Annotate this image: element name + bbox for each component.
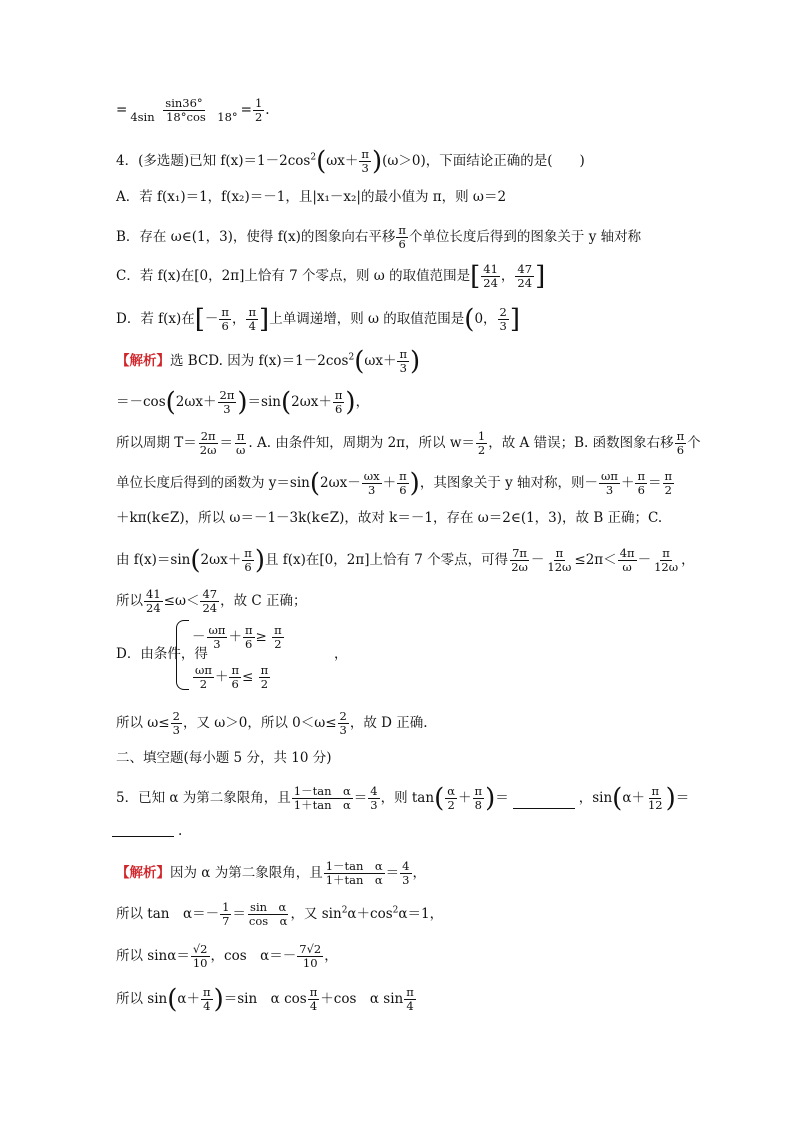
question-4-stem: 4．(多选题)已知 $f(x)=1-2\cos^2(\omega x+$ $\frac{\pi}{3}$ )(ω＞0)，下面结论正确的是( ) bbox=[116, 146, 585, 177]
option-c: C．若 f(x)在[0，2π]上恰有 7 个零点，则 ω 的取值范围是[ $\frac{41}{24}$ ， $\frac{47}{24}$ ] bbox=[116, 261, 546, 292]
analysis-b-line-2: 所以 tan α＝－ $\frac{1}{7}$ ＝ $\frac{\text{sin α}}{\text{cos α}}$ ，又 $\sin^2\alpha+\cos^2\alpha=1$， bbox=[116, 900, 444, 928]
analysis-line-5: ＋kπ(k∈Z)，所以 ω＝－1－3k(k∈Z)，故对 k＝－1，存在 ω＝2∈(1，3)，故 B 正确；C. bbox=[116, 510, 663, 526]
fraction: $\frac{\sin 36^\circ}{4\sin 18^\circ\cos 18^\circ}$ bbox=[130, 96, 238, 124]
analysis-line-8-label: D．由条件，得 bbox=[116, 646, 208, 662]
analysis-tag: 【解析】 bbox=[116, 353, 170, 369]
system-row-1: － $\frac{\omega\pi}{3}$ ＋ $\frac{\pi}{6}$ ≥ $\frac{\pi}{2}$ bbox=[192, 623, 282, 651]
analysis-b-line-4: 所以 sin(α＋ $\frac{\pi}{4}$ )＝sin α cos $\frac{\pi}{4}$ ＋cos α sin $\frac{\pi}{4}$ bbox=[116, 984, 414, 1015]
analysis-line-6: 由 f(x)＝sin(2ωx＋ $\frac{\pi}{6}$ )且 f(x)在[0，2π]上恰有 7 个零点，可得 $\frac{7\pi}{2\omega}$ － $\frac{\pi}{12\omega}$ ≤2π＜ $\frac{4\pi}{\omega}$ － $\frac{\pi}{12\omega}$ ， bbox=[116, 545, 695, 576]
analysis-line-7: 所以 $\frac{41}{24}$ ≤ω＜ $\frac{47}{24}$ ，故 C 正确； bbox=[116, 587, 307, 615]
analysis-line-1: 【解析】选 BCD. 因为 $f(x)=1-2\cos^2(\omega x+$ $\frac{\pi}{3}$ ) bbox=[116, 346, 421, 377]
analysis-line-3: 所以周期 T＝ $\frac{2\pi}{2\omega}$ ＝ $\frac{\pi}{\omega}$ . A. 由条件知，周期为 2π，所以 w＝ $\frac{1}{2}$ ，故 A 错误；B. 函数图象右移 $\frac{\pi}{6}$ 个 bbox=[116, 429, 701, 457]
analysis-line-9: 所以 ω≤ $\frac{2}{3}$ ，又 ω＞0，所以 0＜ω≤ $\frac{2}{3}$ ，故 D 正确. bbox=[116, 709, 428, 737]
option-b: B．存在 ω∈(1，3)，使得 f(x)的图象向右平移 $\frac{\pi}{6}$ 个单位长度后得到的图象关于 y 轴对称 bbox=[116, 223, 642, 251]
system-brace bbox=[176, 620, 189, 690]
analysis-tag: 【解析】 bbox=[116, 865, 170, 881]
option-d: D．若 f(x)在[－ $\frac{\pi}{6}$ ， $\frac{\pi}{4}$ ]上单调递增，则 ω 的取值范围是(0， $\frac{2}{3}$ ] bbox=[116, 304, 521, 335]
analysis-b-line-1: 【解析】因为 α 为第二象限角，且 $\frac{\text{1－tan α}}{\text{1＋tan α}}$ ＝ $\frac{4}{3}$ ， bbox=[116, 859, 426, 887]
question-5-second-blank: . bbox=[112, 822, 734, 840]
equation-line-1: = $\frac{\sin 36^\circ}{4\sin 18^\circ\cos 18^\circ}$ = $\frac{1}{2}$ . bbox=[116, 96, 270, 124]
analysis-b-line-3: 所以 sinα＝ $\frac{√2}{10}$ ，cos α＝－ $\frac{7√2}{10}$ ， bbox=[116, 942, 338, 970]
answer-blank-2[interactable] bbox=[112, 836, 174, 837]
section-heading: 二、填空题(每小题 5 分，共 10 分) bbox=[116, 750, 332, 766]
analysis-line-4: 单位长度后得到的函数为 y＝sin(2ωx－ $\frac{\omega x}{3}$ ＋ $\frac{\pi}{6}$ )，其图象关于 y 轴对称，则－ $\frac{\omega\pi}{3}$ ＋ $\frac{\pi}{6}$ ＝ $\frac{\pi}{2}$ bbox=[116, 468, 673, 499]
system-row-2: $\frac{\omega\pi}{2}$ ＋ $\frac{\pi}{6}$ ≤ $\frac{\pi}{2}$ bbox=[195, 663, 269, 691]
option-a: A．若 f(x₁)＝1，f(x₂)＝－1，且|x₁－x₂|的最小值为 π，则 ω＝2 bbox=[116, 189, 507, 205]
answer-blank-1[interactable] bbox=[513, 808, 575, 809]
system-close: ， bbox=[334, 646, 348, 662]
fraction: $\frac{1}{2}$ bbox=[254, 96, 263, 124]
question-5-stem: 5．已知 α 为第二象限角，且 $\frac{\text{1－tan α}}{\text{1＋tan α}}$ ＝ $\frac{4}{3}$ ，则 tan( $\frac{\alpha}{2}$ ＋ $\frac{\pi}{8}$ )＝ ，sin(α＋ $\frac{\pi}{12}$ )＝ bbox=[116, 783, 690, 814]
analysis-line-2: ＝－cos(2ωx＋ $\frac{2\pi}{3}$ )＝sin(2ωx＋ $\frac{\pi}{6}$ )， bbox=[116, 387, 370, 418]
